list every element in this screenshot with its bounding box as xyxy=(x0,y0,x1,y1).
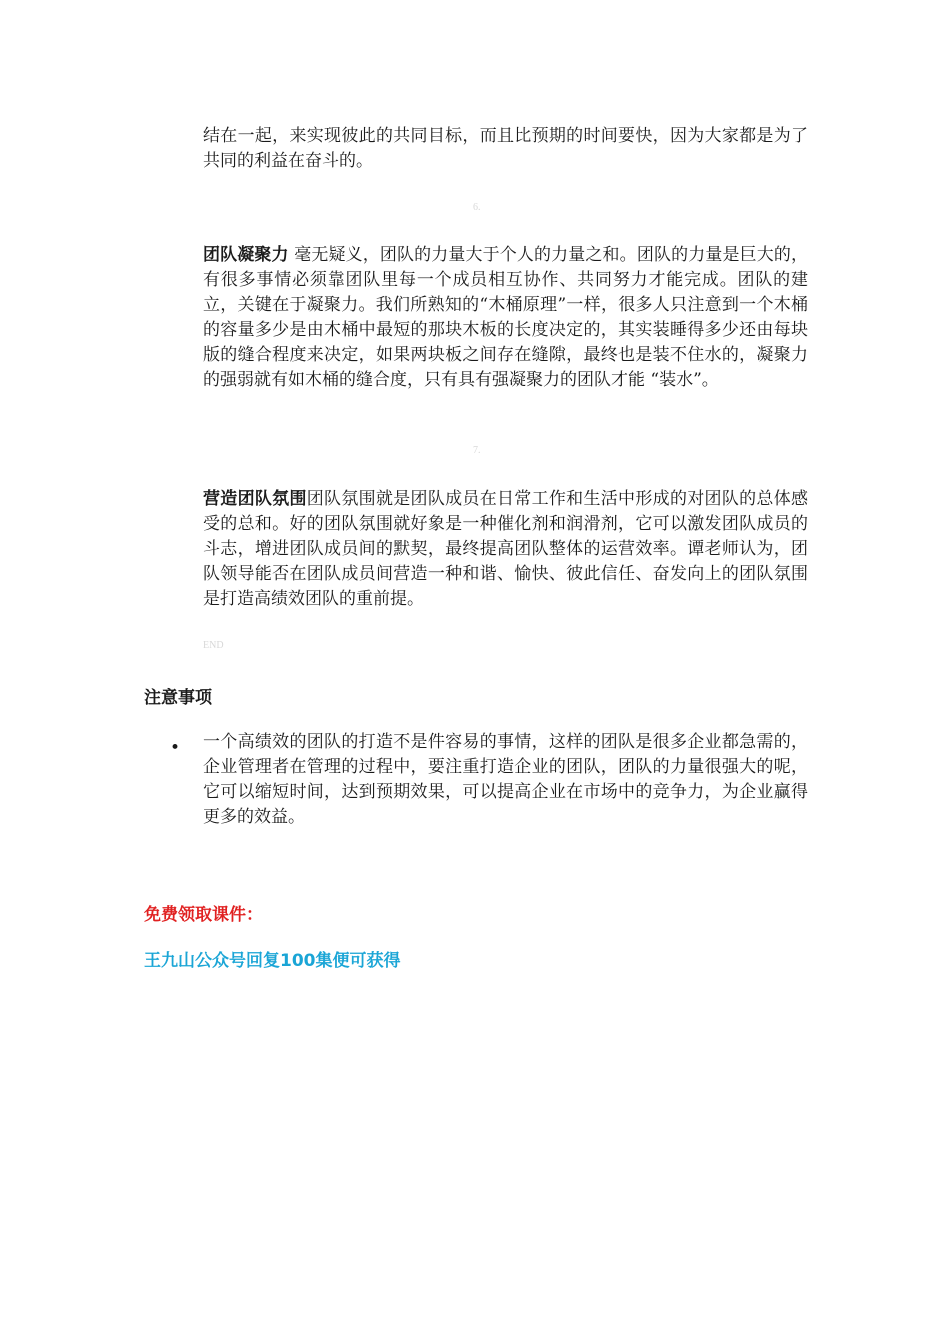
promo-link[interactable]: 王九山公众号回复100集便可获得 xyxy=(144,951,401,971)
notes-heading: 注意事项 xyxy=(144,688,212,708)
bullet-dot-icon: • xyxy=(170,738,181,758)
section-marker-6: 6. xyxy=(473,202,481,213)
cohesion-paragraph xyxy=(203,243,808,393)
atmosphere-lead: 营造团队氛围 xyxy=(203,489,307,509)
cohesion-lead: 团队凝聚力 xyxy=(203,245,289,265)
intro-text: 结在一起，来实现彼此的共同目标，而且比预期的时间要快，因为大家都是为了共同的利益在奋斗的。 xyxy=(203,126,808,171)
promo-title: 免费领取课件： xyxy=(144,905,263,925)
notes-item xyxy=(203,730,808,830)
cohesion-text: 毫无疑义，团队的力量大于个人的力量之和。团队的力量是巨大的，有很多事情必须靠团队里每一个成员相互协作、共同努力才能完成。团队的建立，关键在于凝聚力。我们所熟知的“木桶原理”一样，很多人只注意到一个木桶的容量多少是由木桶中最短的那块木板的长度决定的，其实装睡得多少还由每块版的缝合程度来决定，如果两块板之间存在缝隙，最终也是装不住水的，凝聚力的强弱就有如木桶的缝合度，只有具有强凝聚力的团队才能 “装水”。 xyxy=(203,245,808,390)
notes-item-text: 一个高绩效的团队的打造不是件容易的事情，这样的团队是很多企业都急需的，企业管理者在管理的过程中，要注重打造企业的团队，团队的力量很强大的呢，它可以缩短时间，达到预期效果，可以提高企业在市场中的竞争力，为企业赢得更多的效益。 xyxy=(203,732,808,827)
atmosphere-text: 团队氛围就是团队成员在日常工作和生活中形成的对团队的总体感受的总和。好的团队氛围就好象是一种催化剂和润滑剂，它可以激发团队成员的斗志，增进团队成员间的默契，最终提高团队整体的运营效率。谭老师认为，团队领导能否在团队成员间营造一种和谐、愉快、彼此信任、奋发向上的团队氛围是打造高绩效团队的重前提。 xyxy=(203,489,808,609)
intro-paragraph xyxy=(203,124,808,174)
section-marker-7: 7. xyxy=(473,445,481,456)
end-marker: END xyxy=(203,640,224,651)
atmosphere-paragraph xyxy=(203,487,808,612)
